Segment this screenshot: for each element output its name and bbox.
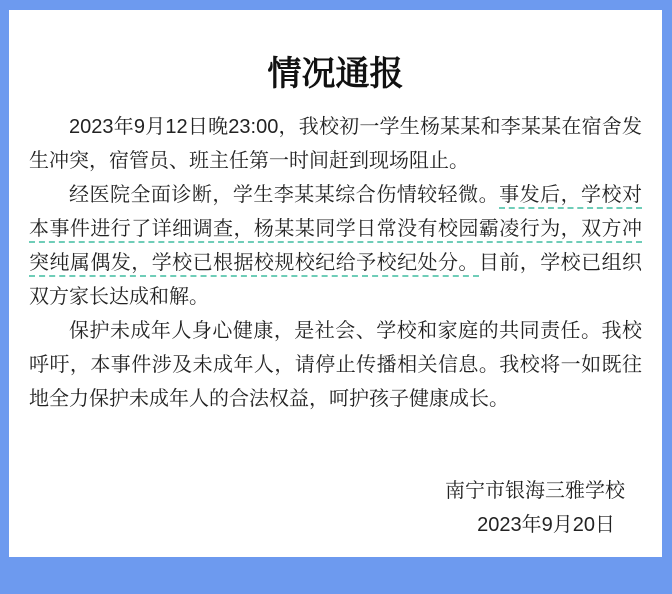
paragraph-text: 目前，学校已组织双方家长达成和解。 [29, 252, 643, 308]
paragraph-text: 保护未成年人身心健康，是社会、学校和家庭的共同责任。我校呼吁，本事件涉及未成年人，请停止传播相关信息。我校将一如既往地全力保护未成年人的合法权益，呵护孩子健康成长。 [29, 320, 642, 410]
notice-paragraph-1 [29, 110, 642, 178]
underlined-text: 事发后，学校对本事件进行了详细调查，杨某某同学日常没有校园霸凌行为，双方冲突纯属偶发，学校已根据校规校纪给予校纪处分。 [29, 184, 642, 277]
signature-school-name: 南宁市银海三雅学校 [445, 480, 625, 502]
notice-body [29, 110, 642, 416]
paragraph-text: 经医院全面诊断，学生李某某综合伤情较轻微。 [69, 184, 500, 206]
notice-card [9, 10, 662, 557]
notice-paragraph-2 [29, 178, 642, 314]
signature-date: 2023年9月20日 [477, 514, 615, 536]
signature-block [29, 474, 642, 542]
notice-title: 情况通报 [267, 55, 404, 93]
notice-paragraph-3 [29, 314, 642, 416]
paragraph-text: 2023年9月12日晚23:00，我校初一学生杨某某和李某某在宿舍发生冲突，宿管员、班主任第一时间赶到现场阻止。 [29, 116, 642, 172]
